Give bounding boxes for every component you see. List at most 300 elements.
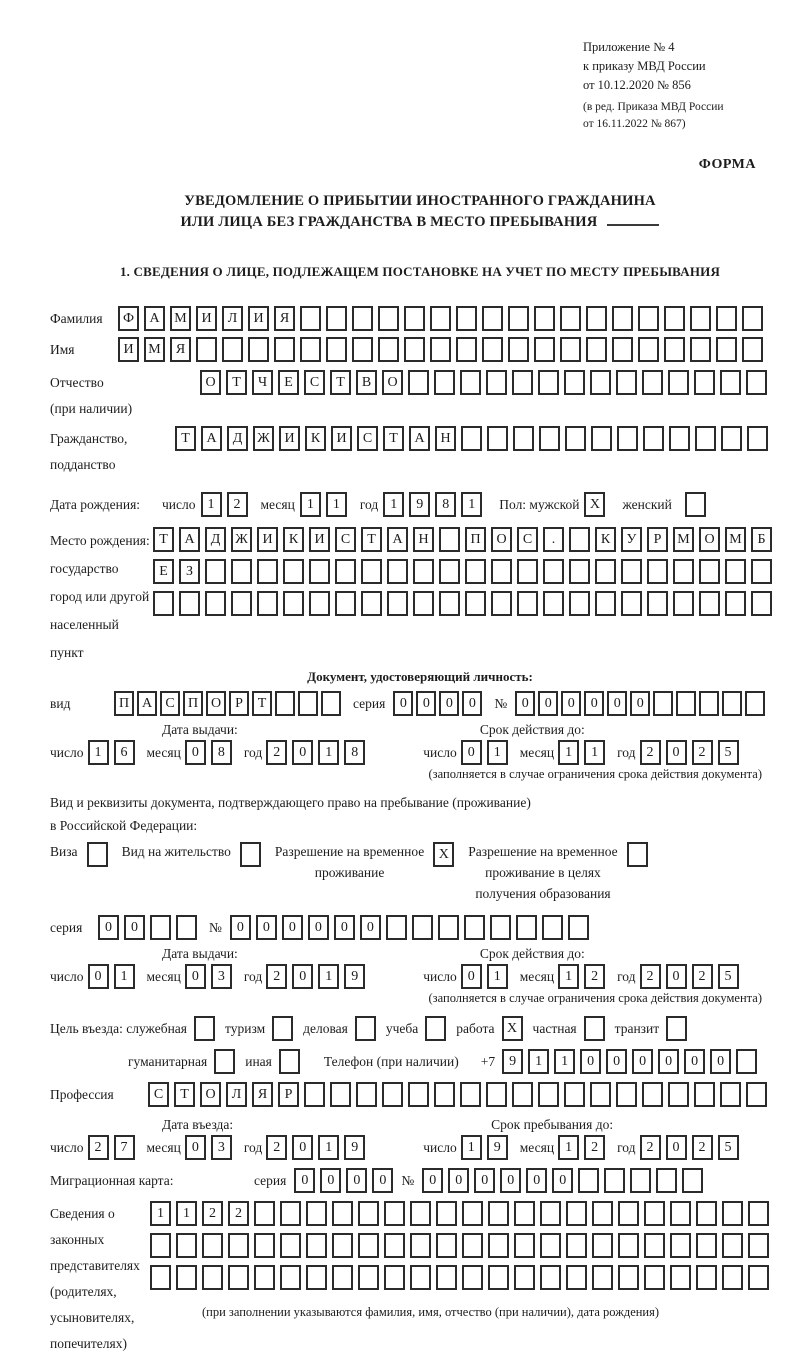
birth-place-cell[interactable] [673, 591, 694, 616]
birth-place-cell[interactable]: А [387, 527, 408, 552]
doc-valid-month-cell[interactable]: 1 [584, 740, 605, 765]
phone-cell[interactable]: 1 [528, 1049, 549, 1074]
doc-issue-day-cell[interactable]: 1 [88, 740, 109, 765]
birth-place-cell[interactable] [621, 591, 642, 616]
doc-number-cell[interactable] [699, 691, 719, 716]
birth-place-cell[interactable] [335, 591, 356, 616]
sex-female-checkbox[interactable] [685, 492, 706, 517]
citizenship-cell[interactable]: Д [227, 426, 248, 451]
permit-valid-month-cell[interactable]: 1 [558, 964, 579, 989]
surname-cell[interactable]: Ф [118, 306, 139, 331]
patronymic-cell[interactable]: Е [278, 370, 299, 395]
profession-cell[interactable] [330, 1082, 351, 1107]
birth-year-cell[interactable]: 9 [409, 492, 430, 517]
stay-month-cell[interactable]: 2 [584, 1135, 605, 1160]
representative-cell[interactable] [722, 1265, 743, 1290]
profession-cell[interactable] [460, 1082, 481, 1107]
patronymic-cell[interactable] [668, 370, 689, 395]
representative-cell[interactable] [644, 1265, 665, 1290]
profession-cell[interactable] [746, 1082, 767, 1107]
representative-cell[interactable]: 1 [176, 1201, 197, 1226]
representative-cell[interactable] [514, 1201, 535, 1226]
given-name-cell[interactable]: Я [170, 337, 191, 362]
profession-cell[interactable]: Р [278, 1082, 299, 1107]
representative-cell[interactable] [748, 1265, 769, 1290]
doc-issue-month-cell[interactable]: 8 [211, 740, 232, 765]
doc-issue-month-cell[interactable]: 0 [185, 740, 206, 765]
purpose-humanitarian-checkbox[interactable] [214, 1049, 235, 1074]
representative-cell[interactable] [462, 1201, 483, 1226]
entry-month-cell[interactable]: 3 [211, 1135, 232, 1160]
profession-cell[interactable] [304, 1082, 325, 1107]
surname-cell[interactable]: Я [274, 306, 295, 331]
permit-number-cell[interactable]: 0 [360, 915, 381, 940]
birth-place-cell[interactable]: М [725, 527, 746, 552]
stay-year-cell[interactable]: 0 [666, 1135, 687, 1160]
permit-number-cell[interactable]: 0 [282, 915, 303, 940]
birth-month-cell[interactable]: 1 [300, 492, 321, 517]
profession-cell[interactable] [434, 1082, 455, 1107]
patronymic-cell[interactable] [486, 370, 507, 395]
citizenship-cell[interactable]: А [409, 426, 430, 451]
birth-place-cell[interactable] [205, 559, 226, 584]
stay-month-cell[interactable]: 1 [558, 1135, 579, 1160]
permit-issue-year-cell[interactable]: 9 [344, 964, 365, 989]
patronymic-cell[interactable] [434, 370, 455, 395]
birth-place-cell[interactable] [387, 591, 408, 616]
representative-cell[interactable] [748, 1233, 769, 1258]
permit-valid-year-cell[interactable]: 2 [640, 964, 661, 989]
given-name-cell[interactable] [560, 337, 581, 362]
patronymic-cell[interactable]: Т [330, 370, 351, 395]
patronymic-cell[interactable] [642, 370, 663, 395]
representative-cell[interactable] [306, 1201, 327, 1226]
profession-cell[interactable] [590, 1082, 611, 1107]
given-name-cell[interactable] [586, 337, 607, 362]
representative-cell[interactable] [618, 1201, 639, 1226]
representative-cell[interactable] [514, 1233, 535, 1258]
birth-place-cell[interactable] [387, 559, 408, 584]
representative-cell[interactable] [670, 1233, 691, 1258]
representative-cell[interactable] [514, 1265, 535, 1290]
surname-cell[interactable] [586, 306, 607, 331]
birth-place-cell[interactable] [153, 591, 174, 616]
surname-cell[interactable]: Л [222, 306, 243, 331]
patronymic-cell[interactable]: В [356, 370, 377, 395]
doc-number-cell[interactable] [745, 691, 765, 716]
birth-place-cell[interactable] [517, 559, 538, 584]
profession-cell[interactable] [408, 1082, 429, 1107]
permit-number-cell[interactable] [516, 915, 537, 940]
birth-place-cell[interactable] [699, 591, 720, 616]
purpose-transit-checkbox[interactable] [666, 1016, 687, 1041]
representative-cell[interactable] [462, 1265, 483, 1290]
birth-place-cell[interactable] [543, 591, 564, 616]
patronymic-cell[interactable] [590, 370, 611, 395]
representative-cell[interactable] [384, 1201, 405, 1226]
representative-cell[interactable] [332, 1233, 353, 1258]
birth-day-cell[interactable]: 2 [227, 492, 248, 517]
representative-cell[interactable] [644, 1201, 665, 1226]
doc-kind-cell[interactable] [275, 691, 295, 716]
citizenship-cell[interactable]: Н [435, 426, 456, 451]
citizenship-cell[interactable]: И [279, 426, 300, 451]
birth-place-cell[interactable] [595, 559, 616, 584]
representative-cell[interactable] [176, 1265, 197, 1290]
purpose-tourism-checkbox[interactable] [272, 1016, 293, 1041]
permit-issue-month-cell[interactable]: 0 [185, 964, 206, 989]
representative-cell[interactable] [670, 1265, 691, 1290]
doc-number-cell[interactable]: 0 [561, 691, 581, 716]
profession-cell[interactable] [642, 1082, 663, 1107]
citizenship-cell[interactable]: С [357, 426, 378, 451]
profession-cell[interactable]: С [148, 1082, 169, 1107]
birth-place-cell[interactable] [439, 527, 460, 552]
permit-issue-day-cell[interactable]: 1 [114, 964, 135, 989]
birth-place-cell[interactable]: С [335, 527, 356, 552]
permit-number-cell[interactable]: 0 [256, 915, 277, 940]
given-name-cell[interactable] [638, 337, 659, 362]
doc-issue-year-cell[interactable]: 0 [292, 740, 313, 765]
surname-cell[interactable]: И [248, 306, 269, 331]
surname-cell[interactable] [508, 306, 529, 331]
representative-cell[interactable] [618, 1265, 639, 1290]
doc-valid-month-cell[interactable]: 1 [558, 740, 579, 765]
birth-place-cell[interactable] [283, 591, 304, 616]
citizenship-cell[interactable] [643, 426, 664, 451]
birth-place-cell[interactable] [491, 559, 512, 584]
birth-place-cell[interactable]: П [465, 527, 486, 552]
birth-place-cell[interactable] [439, 591, 460, 616]
representative-cell[interactable] [410, 1233, 431, 1258]
surname-cell[interactable]: А [144, 306, 165, 331]
birth-place-cell[interactable] [621, 559, 642, 584]
purpose-business-checkbox[interactable] [355, 1016, 376, 1041]
given-name-cell[interactable] [300, 337, 321, 362]
birth-place-cell[interactable]: . [543, 527, 564, 552]
given-name-cell[interactable]: И [118, 337, 139, 362]
birth-place-cell[interactable] [257, 559, 278, 584]
doc-kind-cell[interactable] [298, 691, 318, 716]
doc-number-cell[interactable]: 0 [630, 691, 650, 716]
representative-cell[interactable] [722, 1201, 743, 1226]
given-name-cell[interactable] [742, 337, 763, 362]
patronymic-cell[interactable] [408, 370, 429, 395]
citizenship-cell[interactable] [513, 426, 534, 451]
stay-year-cell[interactable]: 2 [640, 1135, 661, 1160]
birth-place-cell[interactable]: Н [413, 527, 434, 552]
birth-place-cell[interactable] [465, 559, 486, 584]
profession-cell[interactable]: Т [174, 1082, 195, 1107]
citizenship-cell[interactable]: Т [175, 426, 196, 451]
given-name-cell[interactable] [508, 337, 529, 362]
doc-valid-day-cell[interactable]: 0 [461, 740, 482, 765]
permit-issue-day-cell[interactable]: 0 [88, 964, 109, 989]
birth-place-cell[interactable] [725, 559, 746, 584]
birth-place-cell[interactable]: Р [647, 527, 668, 552]
birth-place-cell[interactable]: О [491, 527, 512, 552]
birth-year-cell[interactable]: 8 [435, 492, 456, 517]
doc-valid-year-cell[interactable]: 2 [692, 740, 713, 765]
doc-number-cell[interactable]: 0 [538, 691, 558, 716]
doc-kind-cell[interactable]: О [206, 691, 226, 716]
birth-place-cell[interactable]: А [179, 527, 200, 552]
birth-place-cell[interactable] [595, 591, 616, 616]
profession-cell[interactable] [694, 1082, 715, 1107]
birth-place-cell[interactable] [231, 591, 252, 616]
citizenship-cell[interactable]: И [331, 426, 352, 451]
representative-cell[interactable] [722, 1233, 743, 1258]
permit-issue-month-cell[interactable]: 3 [211, 964, 232, 989]
surname-cell[interactable] [638, 306, 659, 331]
permit-number-cell[interactable]: 0 [230, 915, 251, 940]
surname-cell[interactable] [456, 306, 477, 331]
given-name-cell[interactable] [534, 337, 555, 362]
representative-cell[interactable]: 1 [150, 1201, 171, 1226]
mig-series-cell[interactable]: 0 [320, 1168, 341, 1193]
representative-cell[interactable] [644, 1233, 665, 1258]
given-name-cell[interactable] [378, 337, 399, 362]
doc-series-cell[interactable]: 0 [416, 691, 436, 716]
phone-cell[interactable] [736, 1049, 757, 1074]
birth-place-cell[interactable] [517, 591, 538, 616]
doc-issue-year-cell[interactable]: 8 [344, 740, 365, 765]
citizenship-cell[interactable] [747, 426, 768, 451]
stay-year-cell[interactable]: 2 [692, 1135, 713, 1160]
profession-cell[interactable] [356, 1082, 377, 1107]
permit-number-cell[interactable] [464, 915, 485, 940]
representative-cell[interactable] [566, 1265, 587, 1290]
entry-day-cell[interactable]: 2 [88, 1135, 109, 1160]
doc-issue-day-cell[interactable]: 6 [114, 740, 135, 765]
phone-cell[interactable]: 0 [580, 1049, 601, 1074]
representative-cell[interactable] [540, 1233, 561, 1258]
doc-kind-cell[interactable]: Т [252, 691, 272, 716]
temp-permit-checkbox[interactable]: X [433, 842, 454, 867]
birth-place-cell[interactable]: С [517, 527, 538, 552]
profession-cell[interactable] [382, 1082, 403, 1107]
birth-place-cell[interactable] [751, 591, 772, 616]
patronymic-cell[interactable] [538, 370, 559, 395]
birth-place-cell[interactable]: И [309, 527, 330, 552]
patronymic-cell[interactable]: О [382, 370, 403, 395]
permit-issue-year-cell[interactable]: 0 [292, 964, 313, 989]
representative-cell[interactable] [358, 1265, 379, 1290]
birth-place-cell[interactable] [309, 559, 330, 584]
permit-valid-year-cell[interactable]: 0 [666, 964, 687, 989]
doc-number-cell[interactable]: 0 [607, 691, 627, 716]
profession-cell[interactable] [668, 1082, 689, 1107]
doc-kind-cell[interactable]: С [160, 691, 180, 716]
doc-series-cell[interactable]: 0 [462, 691, 482, 716]
birth-place-cell[interactable]: Е [153, 559, 174, 584]
citizenship-cell[interactable]: К [305, 426, 326, 451]
given-name-cell[interactable] [664, 337, 685, 362]
doc-kind-cell[interactable]: А [137, 691, 157, 716]
birth-place-cell[interactable]: К [283, 527, 304, 552]
permit-issue-year-cell[interactable]: 2 [266, 964, 287, 989]
representative-cell[interactable] [280, 1201, 301, 1226]
permit-number-cell[interactable]: 0 [308, 915, 329, 940]
mig-series-cell[interactable]: 0 [346, 1168, 367, 1193]
birth-place-cell[interactable]: З [179, 559, 200, 584]
birth-place-cell[interactable] [413, 591, 434, 616]
mig-number-cell[interactable]: 0 [552, 1168, 573, 1193]
representative-cell[interactable] [384, 1233, 405, 1258]
citizenship-cell[interactable]: А [201, 426, 222, 451]
representative-cell[interactable] [228, 1233, 249, 1258]
doc-kind-cell[interactable]: П [183, 691, 203, 716]
given-name-cell[interactable] [222, 337, 243, 362]
citizenship-cell[interactable] [617, 426, 638, 451]
doc-series-cell[interactable]: 0 [439, 691, 459, 716]
representative-cell[interactable] [410, 1201, 431, 1226]
citizenship-cell[interactable] [721, 426, 742, 451]
surname-cell[interactable] [352, 306, 373, 331]
birth-place-cell[interactable] [231, 559, 252, 584]
surname-cell[interactable] [378, 306, 399, 331]
citizenship-cell[interactable] [669, 426, 690, 451]
representative-cell[interactable] [540, 1265, 561, 1290]
given-name-cell[interactable] [690, 337, 711, 362]
purpose-official-checkbox[interactable] [194, 1016, 215, 1041]
mig-number-cell[interactable]: 0 [448, 1168, 469, 1193]
birth-day-cell[interactable]: 1 [201, 492, 222, 517]
given-name-cell[interactable] [352, 337, 373, 362]
permit-series-cell[interactable] [150, 915, 171, 940]
representative-cell[interactable]: 2 [202, 1201, 223, 1226]
patronymic-cell[interactable]: С [304, 370, 325, 395]
stay-year-cell[interactable]: 5 [718, 1135, 739, 1160]
permit-series-cell[interactable]: 0 [98, 915, 119, 940]
birth-place-cell[interactable] [361, 559, 382, 584]
representative-cell[interactable] [254, 1201, 275, 1226]
representative-cell[interactable] [540, 1201, 561, 1226]
given-name-cell[interactable]: М [144, 337, 165, 362]
representative-cell[interactable] [592, 1233, 613, 1258]
given-name-cell[interactable] [196, 337, 217, 362]
representative-cell[interactable] [358, 1233, 379, 1258]
birth-place-cell[interactable] [673, 559, 694, 584]
birth-place-cell[interactable] [725, 591, 746, 616]
representative-cell[interactable] [254, 1265, 275, 1290]
permit-series-cell[interactable]: 0 [124, 915, 145, 940]
representative-cell[interactable] [670, 1201, 691, 1226]
edu-permit-checkbox[interactable] [627, 842, 648, 867]
phone-cell[interactable]: 0 [658, 1049, 679, 1074]
given-name-cell[interactable] [716, 337, 737, 362]
birth-place-cell[interactable] [439, 559, 460, 584]
surname-cell[interactable]: М [170, 306, 191, 331]
representative-cell[interactable] [150, 1233, 171, 1258]
sex-male-checkbox[interactable]: X [584, 492, 605, 517]
permit-number-cell[interactable] [412, 915, 433, 940]
patronymic-cell[interactable] [616, 370, 637, 395]
surname-cell[interactable] [664, 306, 685, 331]
mig-number-cell[interactable]: 0 [422, 1168, 443, 1193]
surname-cell[interactable] [690, 306, 711, 331]
birth-place-cell[interactable] [283, 559, 304, 584]
mig-number-cell[interactable] [682, 1168, 703, 1193]
patronymic-cell[interactable] [512, 370, 533, 395]
birth-place-cell[interactable]: О [699, 527, 720, 552]
entry-year-cell[interactable]: 0 [292, 1135, 313, 1160]
purpose-other-checkbox[interactable] [279, 1049, 300, 1074]
mig-number-cell[interactable] [578, 1168, 599, 1193]
patronymic-cell[interactable] [720, 370, 741, 395]
representative-cell[interactable] [332, 1201, 353, 1226]
phone-cell[interactable]: 0 [710, 1049, 731, 1074]
given-name-cell[interactable] [274, 337, 295, 362]
given-name-cell[interactable] [404, 337, 425, 362]
profession-cell[interactable] [538, 1082, 559, 1107]
doc-issue-year-cell[interactable]: 2 [266, 740, 287, 765]
representative-cell[interactable] [202, 1265, 223, 1290]
doc-kind-cell[interactable]: Р [229, 691, 249, 716]
representative-cell[interactable] [618, 1233, 639, 1258]
birth-place-cell[interactable] [543, 559, 564, 584]
mig-number-cell[interactable] [630, 1168, 651, 1193]
profession-cell[interactable]: Я [252, 1082, 273, 1107]
patronymic-cell[interactable]: Т [226, 370, 247, 395]
birth-year-cell[interactable]: 1 [461, 492, 482, 517]
doc-number-cell[interactable] [722, 691, 742, 716]
permit-valid-day-cell[interactable]: 1 [487, 964, 508, 989]
birth-place-cell[interactable] [569, 559, 590, 584]
surname-cell[interactable] [612, 306, 633, 331]
doc-series-cell[interactable]: 0 [393, 691, 413, 716]
birth-place-cell[interactable]: Т [153, 527, 174, 552]
representative-cell[interactable] [696, 1201, 717, 1226]
mig-number-cell[interactable] [604, 1168, 625, 1193]
citizenship-cell[interactable] [487, 426, 508, 451]
representative-cell[interactable] [384, 1265, 405, 1290]
profession-cell[interactable]: О [200, 1082, 221, 1107]
given-name-cell[interactable] [248, 337, 269, 362]
representative-cell[interactable] [566, 1233, 587, 1258]
doc-kind-cell[interactable] [321, 691, 341, 716]
representative-cell[interactable] [436, 1265, 457, 1290]
birth-place-cell[interactable]: Д [205, 527, 226, 552]
surname-cell[interactable] [482, 306, 503, 331]
entry-day-cell[interactable]: 7 [114, 1135, 135, 1160]
representative-cell[interactable] [332, 1265, 353, 1290]
visa-checkbox[interactable] [87, 842, 108, 867]
citizenship-cell[interactable] [565, 426, 586, 451]
patronymic-cell[interactable]: О [200, 370, 221, 395]
permit-valid-day-cell[interactable]: 0 [461, 964, 482, 989]
representative-cell[interactable] [150, 1265, 171, 1290]
birth-place-cell[interactable]: Т [361, 527, 382, 552]
permit-number-cell[interactable] [542, 915, 563, 940]
profession-cell[interactable] [564, 1082, 585, 1107]
birth-place-cell[interactable] [413, 559, 434, 584]
permit-number-cell[interactable] [490, 915, 511, 940]
permit-valid-year-cell[interactable]: 5 [718, 964, 739, 989]
doc-kind-cell[interactable]: П [114, 691, 134, 716]
birth-place-cell[interactable] [569, 527, 590, 552]
doc-valid-year-cell[interactable]: 0 [666, 740, 687, 765]
representative-cell[interactable] [696, 1265, 717, 1290]
representative-cell[interactable] [436, 1201, 457, 1226]
residence-permit-checkbox[interactable] [240, 842, 261, 867]
birth-place-cell[interactable]: И [257, 527, 278, 552]
representative-cell[interactable] [748, 1201, 769, 1226]
purpose-study-checkbox[interactable] [425, 1016, 446, 1041]
representative-cell[interactable] [488, 1265, 509, 1290]
mig-number-cell[interactable] [656, 1168, 677, 1193]
citizenship-cell[interactable] [591, 426, 612, 451]
